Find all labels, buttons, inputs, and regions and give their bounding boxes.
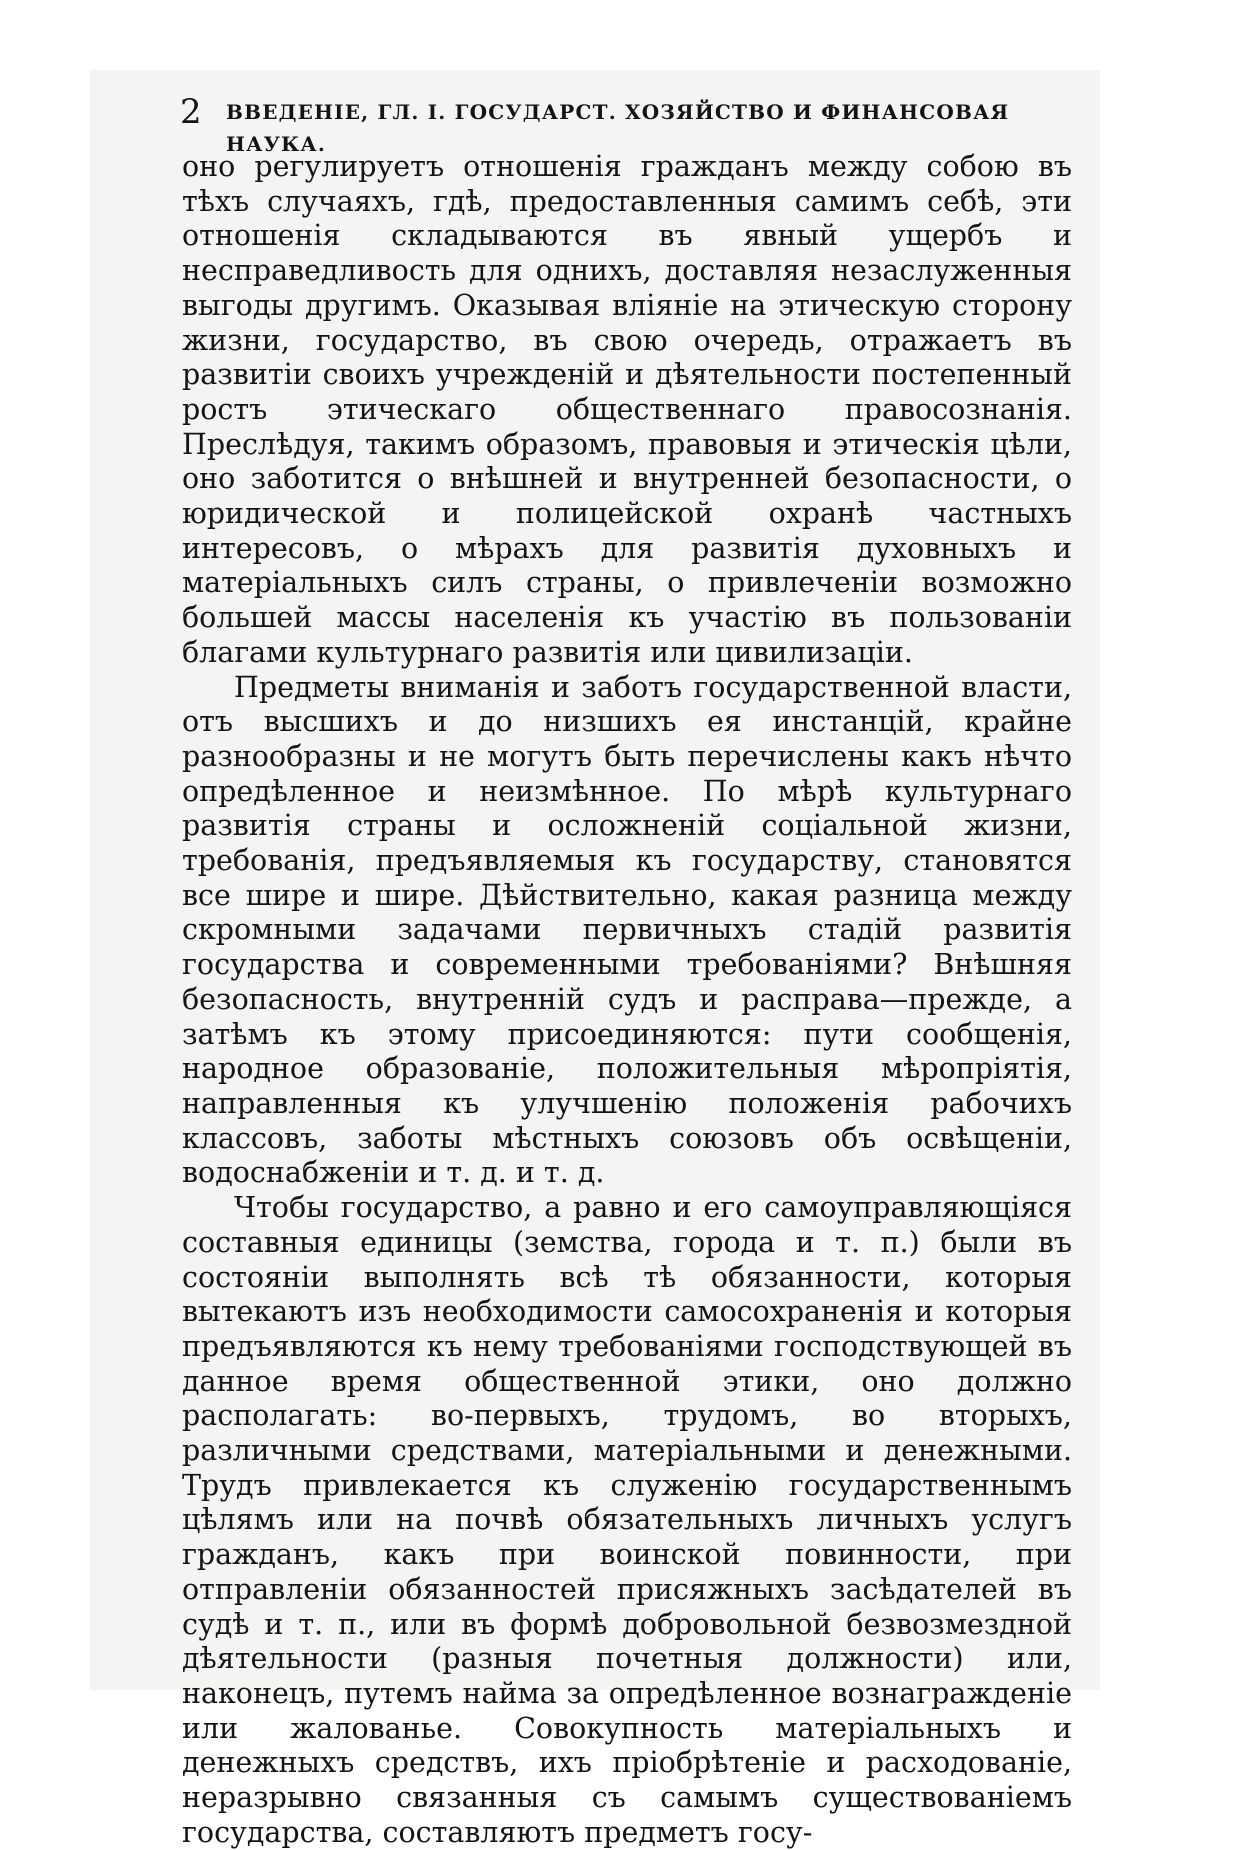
running-title: ВВЕДЕНІЕ, ГЛ. I. ГОСУДАРСТ. ХОЗЯЙСТВО И ФИНАНСОВАЯ НАУКА. [226, 100, 1010, 156]
paragraph-3: Чтобы государство, а равно и его самоуправляющіяся составныя единицы (земства, города и т. п.) были въ состояніи выполнять всѣ тѣ обязанности, которыя вытекаютъ изъ необходимости самосохраненія и которыя предъявляются къ нему требованіями господствующей въ данное время общественной этики, оно должно располагать: во-первыхъ, трудомъ, во вторыхъ, различными средствами, матеріальными и денежными. Трудъ привлекается къ служенію государственнымъ цѣлямъ или на почвѣ обязательныхъ личныхъ услугъ гражданъ, какъ при воинской повинности, при отправленіи обязанностей присяжныхъ засѣдателей въ судѣ и т. п., или въ формѣ добровольной безвозмездной дѣятельности (разныя почетныя должности) или, наконецъ, путемъ найма за опредѣленное вознагражденіе или жалованье. Совокупность матеріальныхъ и денежныхъ средствъ, ихъ пріобрѣтеніе и расходованіе, неразрывно связанныя съ самымъ существованіемъ государства, составляютъ предметъ госу- [182, 1191, 1072, 1849]
page-number: 2 [180, 92, 202, 132]
paragraph-1: оно регулируетъ отношенія гражданъ между собою въ тѣхъ случаяхъ, гдѣ, предоставленныя самимъ себѣ, эти отношенія складываются въ явный ущербъ и несправедливость для однихъ, доставляя незаслуженныя выгоды другимъ. Оказывая вліяніе на этическую сторону жизни, государство, въ свою очередь, отражаетъ въ развитіи своихъ учрежденій и дѣятельности постепенный ростъ этическаго общественнаго правосознанія. Преслѣдуя, такимъ образомъ, правовыя и этическія цѣли, оно заботится о внѣшней и внутренней безопасности, о юридической и полицейской охранѣ частныхъ интересовъ, о мѣрахъ для развитія духовныхъ и матеріальныхъ силъ страны, о привлеченіи возможно большей массы населенія къ участію въ пользованіи благами культурнаго развитія или цивилизаціи. [182, 150, 1072, 669]
page-header [180, 92, 1060, 156]
paragraph-2: Предметы вниманія и заботъ государственной власти, отъ высшихъ и до низшихъ ея инстанцій, крайне разнообразны и не могутъ быть перечислены какъ нѣчто опредѣленное и неизмѣнное. По мѣрѣ культурнаго развитія страны и осложненій соціальной жизни, требованія, предъявляемыя къ государству, становятся все шире и шире. Дѣйствительно, какая разница между скромными задачами первичныхъ стадій развитія государства и современными требованіями? Внѣшняя безопасность, внутренній судъ и расправа—прежде, а затѣмъ къ этому присоединяются: пути сообщенія, народное образованіе, положительныя мѣропріятія, направленныя къ улучшенію положенія рабочихъ классовъ, заботы мѣстныхъ союзовъ объ освѣщеніи, водоснабженіи и т. д. и т. д. [182, 670, 1072, 1190]
body-text [182, 150, 1072, 1850]
